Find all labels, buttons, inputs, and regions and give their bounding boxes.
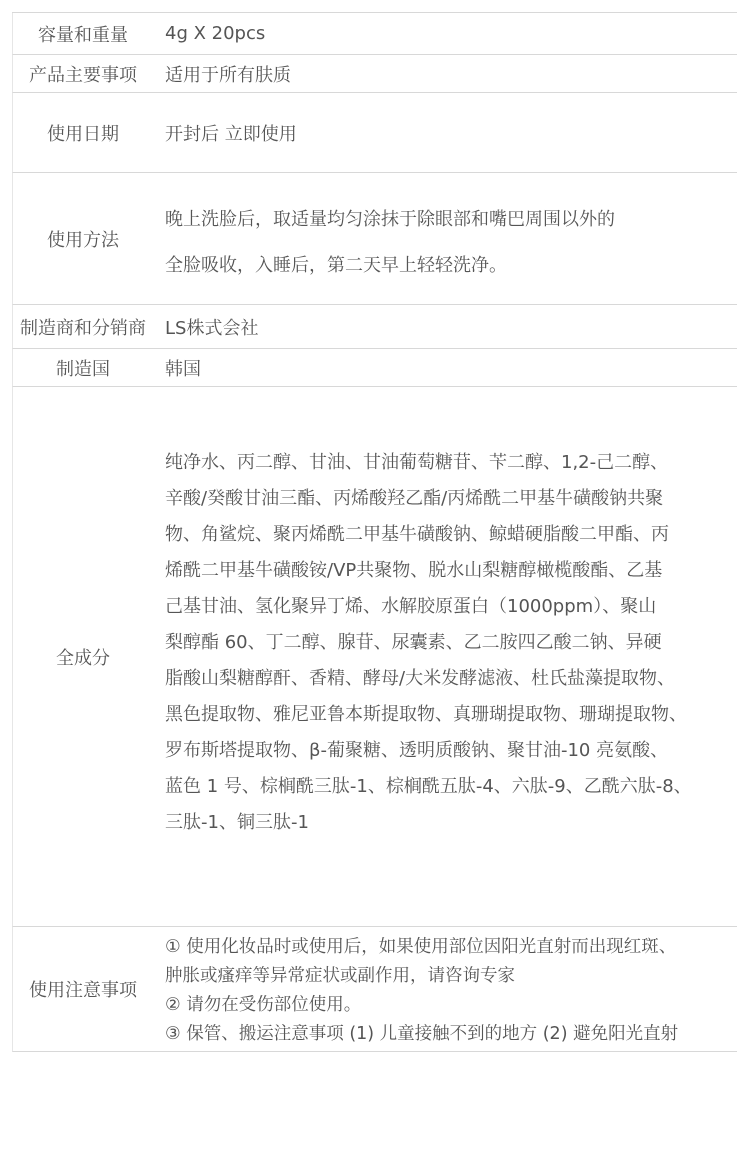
row-usage-period xyxy=(12,93,737,173)
row-caution xyxy=(12,927,737,1052)
ingredients-line: 蓝色 1 号、棕榈酰三肽-1、棕榈酰五肽-4、六肽-9、乙酰六肽-8、 xyxy=(165,776,692,797)
row-manufacturer xyxy=(12,305,737,349)
usage-method-line: 晚上洗脸后，取适量均匀涂抹于除眼部和嘴巴周围以外的 xyxy=(165,209,615,230)
manufacturer-value: LS株式会社 xyxy=(165,317,259,339)
ingredients-line: 罗布斯塔提取物、β-葡聚糖、透明质酸钠、聚甘油-10 亮氨酸、 xyxy=(165,740,669,761)
spec-table xyxy=(12,12,737,1052)
ingredients-line: 脂酸山梨糖醇酐、香精、酵母/大米发酵滤液、杜氏盐藻提取物、 xyxy=(165,668,676,689)
usage-period-label: 使用日期 xyxy=(47,123,119,145)
ingredients-line: 辛酸/癸酸甘油三酯、丙烯酸羟乙酯/丙烯酰二甲基牛磺酸钠共聚 xyxy=(165,488,664,509)
row-country xyxy=(12,349,737,387)
ingredients-line: 己基甘油、氢化聚异丁烯、水解胶原蛋白（1000ppm）、聚山 xyxy=(165,596,657,617)
ingredients-line: 黑色提取物、雅尼亚鲁本斯提取物、真珊瑚提取物、珊瑚提取物、 xyxy=(165,704,687,725)
ingredients-line: 纯净水、丙二醇、甘油、甘油葡萄糖苷、苄二醇、1,2-己二醇、 xyxy=(165,452,669,473)
ingredients-line: 烯酰二甲基牛磺酸铵/VP共聚物、脱水山梨糖醇橄榄酸酯、乙基 xyxy=(165,560,663,581)
ingredients-text xyxy=(165,445,737,841)
row-capacity xyxy=(12,13,737,55)
ingredients-line: 物、角鲨烷、聚丙烯酰二甲基牛磺酸钠、鲸蜡硬脂酸二甲酯、丙 xyxy=(165,524,669,545)
ingredients-label: 全成分 xyxy=(56,647,110,669)
usage-method-line: 全脸吸收，入睡后，第二天早上轻轻洗净。 xyxy=(165,255,507,276)
ingredients-line: 三肽-1、铜三肽-1 xyxy=(165,812,309,833)
main-feature-label: 产品主要事项 xyxy=(29,64,137,86)
row-ingredients xyxy=(12,387,737,927)
country-label: 制造国 xyxy=(56,358,110,380)
caution-line: ③ 保管、搬运注意事项 (1) 儿童接触不到的地方 (2) 避免阳光直射 xyxy=(165,1024,679,1044)
caution-line: ① 使用化妆品时或使用后，如果使用部位因阳光直射而出现红斑、 xyxy=(165,937,677,957)
caution-line: 肿胀或瘙痒等异常症状或副作用，请咨询专家 xyxy=(165,966,515,986)
ingredients-line: 梨醇酯 60、丁二醇、腺苷、尿囊素、乙二胺四乙酸二钠、异硬 xyxy=(165,632,662,653)
capacity-value: 4g X 20pcs xyxy=(165,23,266,44)
row-usage-method xyxy=(12,173,737,305)
caution-label: 使用注意事项 xyxy=(29,980,137,1001)
row-main-feature xyxy=(12,55,737,93)
usage-method-text xyxy=(165,197,737,289)
usage-method-label: 使用方法 xyxy=(47,229,119,251)
manufacturer-label: 制造商和分销商 xyxy=(20,317,146,339)
caution-line: ② 请勿在受伤部位使用。 xyxy=(165,995,362,1015)
main-feature-value: 适用于所有肤质 xyxy=(165,64,291,86)
usage-period-value: 开封后 立即使用 xyxy=(165,123,297,145)
caution-text xyxy=(165,933,737,1049)
country-value: 韩国 xyxy=(165,358,201,380)
capacity-label: 容量和重量 xyxy=(38,24,128,46)
